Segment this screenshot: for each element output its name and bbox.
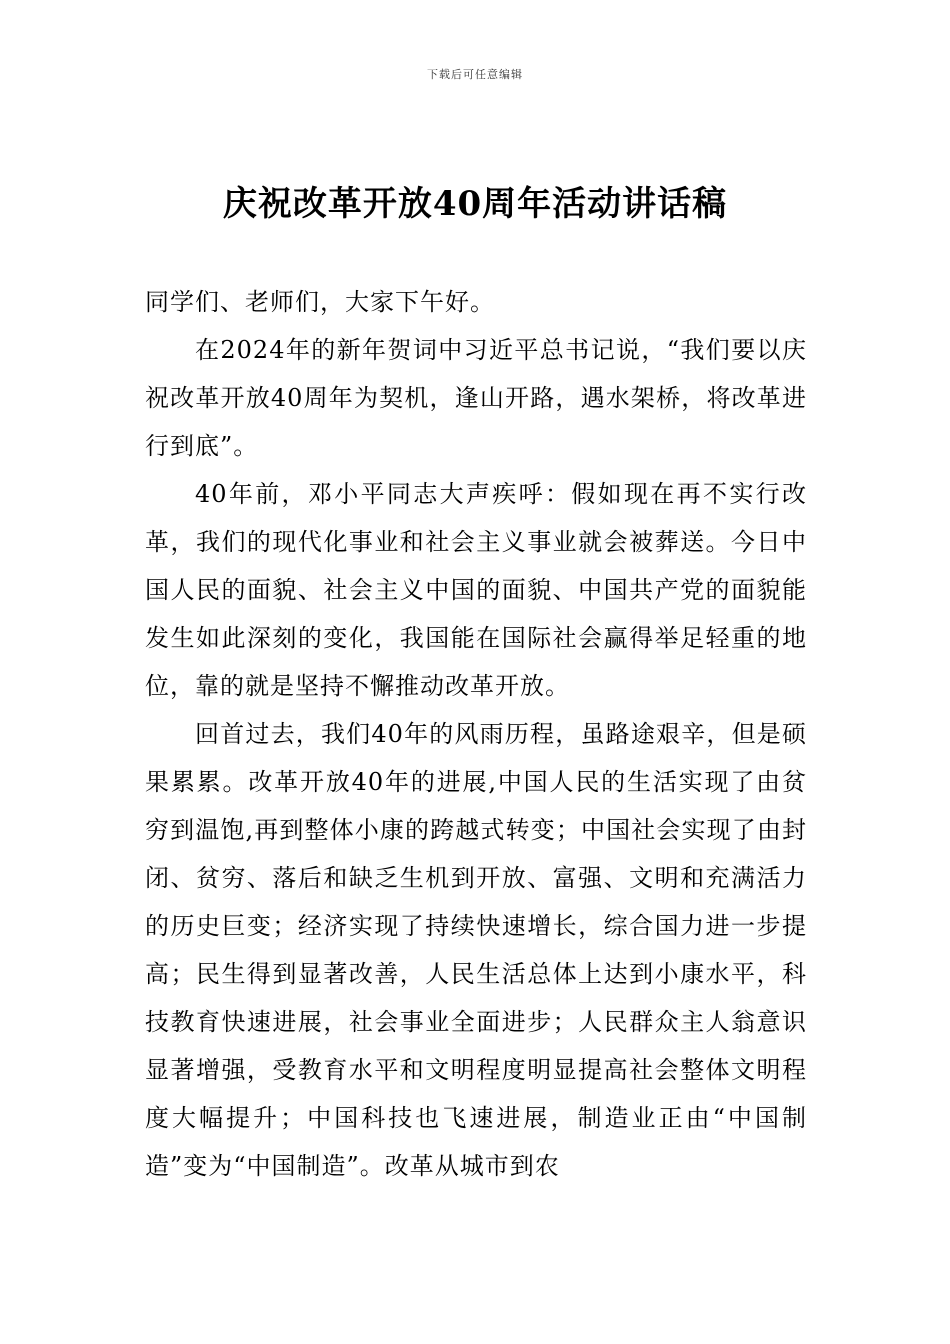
document-title: 庆祝改革开放40周年活动讲话稿 [222,184,728,224]
body-paragraph: 回首过去，我们40年的风雨历程，虽路途艰辛，但是硕果累累。改革开放40年的进展,中国人民的生活实现了由贫穷到温饱,再到整体小康的跨越式转变；中国社会实现了由封闭、贫穷、落后和缺乏生机到开放、富强、文明和充满活力的历史巨变；经济实现了持续快速增长，综合国力进一步提高；民生得到显著改善，人民生活总体上达到小康水平，科技教育快速进展，社会事业全面进步；人民群众主人翁意识显著增强，受教育水平和文明程度明显提高社会整体文明程度大幅提升；中国科技也飞速进展，制造业正由“中国制造”变为“中国制造”。改革从城市到农 [145,720,807,1180]
header-note: 下载后可任意编辑 [427,68,523,81]
body-paragraph: 40年前，邓小平同志大声疾呼：假如现在再不实行改革，我们的现代化事业和社会主义事业就会被葬送。今日中国人民的面貌、社会主义中国的面貌、中国共产党的面貌能发生如此深刻的变化，我国能在国际社会赢得举足轻重的地位，靠的就是坚持不懈推动改革开放。 [145,480,807,700]
body-paragraph: 在2024年的新年贺词中习近平总书记说，“我们要以庆祝改革开放40周年为契机，逢山开路，遇水架桥，将改革进行到底”。 [145,336,807,460]
greeting-paragraph: 同学们、老师们，大家下午好。 [145,288,495,316]
document-body [145,278,807,1190]
